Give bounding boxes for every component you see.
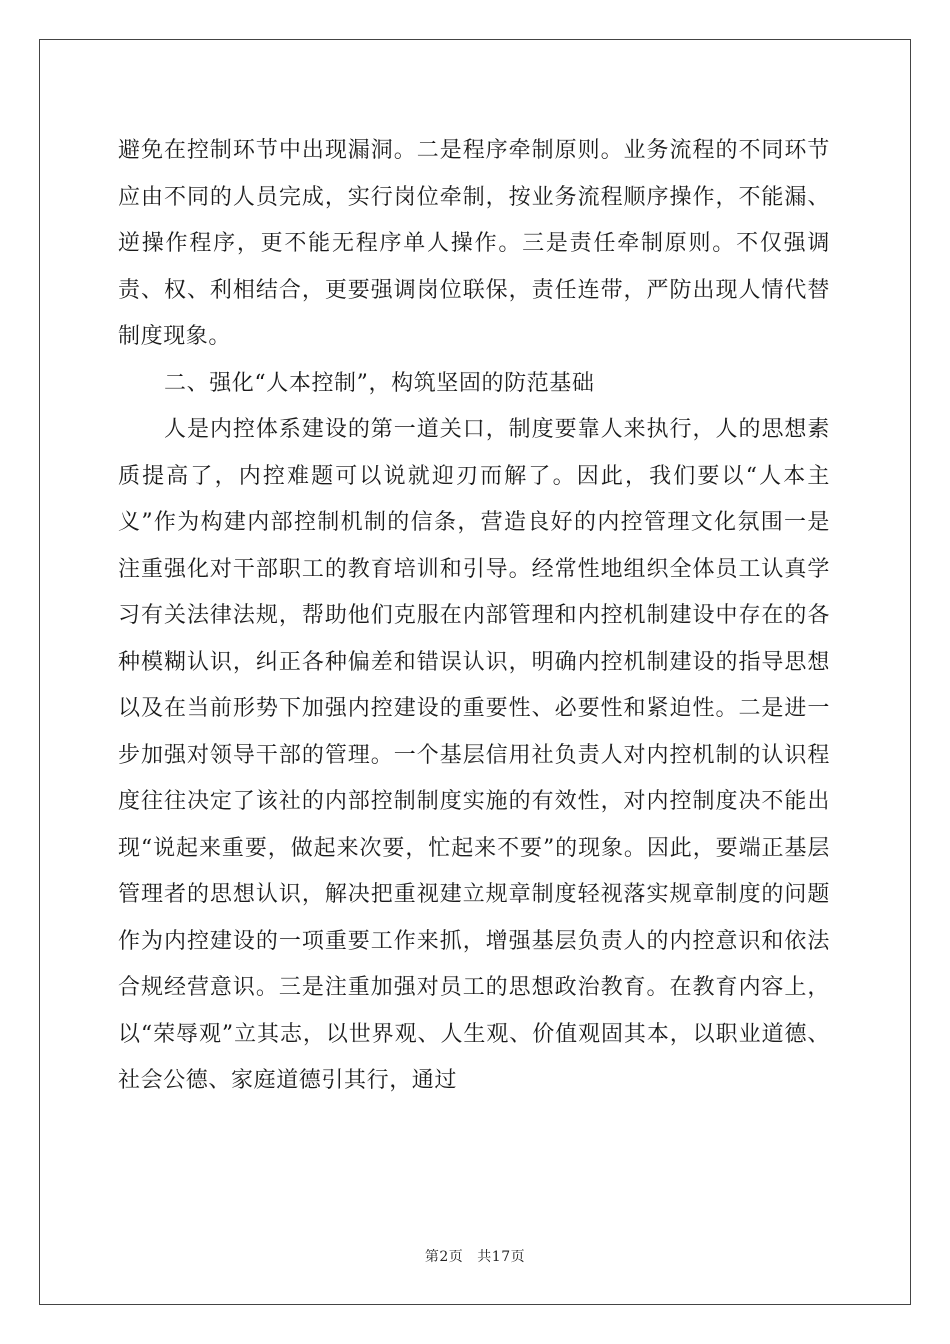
page-footer [0,1246,950,1266]
page-total: 共17页 [477,1249,526,1265]
paragraph-body: 人是内控体系建设的第一道关口，制度要靠人来执行，人的思想素质提高了，内控难题可以说就迎刃而解了。因此，我们要以“人本主义”作为构建内部控制机制的信条，营造良好的内控管理文化氛围一是注重强化对干部职工的教育培训和引导。经常性地组织全体员工认真学习有关法律法规，帮助他们克服在内部管理和内控机制建设中存在的各种模糊认识，纠正各种偏差和错误认识，明确内控机制建设的指导思想以及在当前形势下加强内控建设的重要性、必要性和紧迫性。二是进一步加强对领导干部的管理。一个基层信用社负责人对内控机制的认识程度往往决定了该社的内部控制制度实施的有效性，对内控制度决不能出现“说起来重要，做起来次要，忙起来不要”的现象。因此，要端正基层管理者的思想认识，解决把重视建立规章制度轻视落实规章制度的问题作为内控建设的一项重要工作来抓，增强基层负责人的内控意识和依法合规经营意识。三是注重加强对员工的思想政治教育。在教育内容上，以“荣辱观”立其志，以世界观、人生观、价值观固其本，以职业道德、社会公德、家庭道德引其行，通过 [118,417,830,1093]
document-body [118,128,830,1105]
page-number: 第2页 [424,1249,464,1265]
section-heading: 二、强化“人本控制”，构筑坚固的防范基础 [164,370,595,396]
paragraph-continuation: 避免在控制环节中出现漏洞。二是程序牵制原则。业务流程的不同环节应由不同的人员完成，实行岗位牵制，按业务流程顺序操作，不能漏、逆操作程序，更不能无程序单人操作。三是责任牵制原则。不仅强调责、权、利相结合，更要强调岗位联保，责任连带，严防出现人情代替制度现象。 [118,138,830,349]
